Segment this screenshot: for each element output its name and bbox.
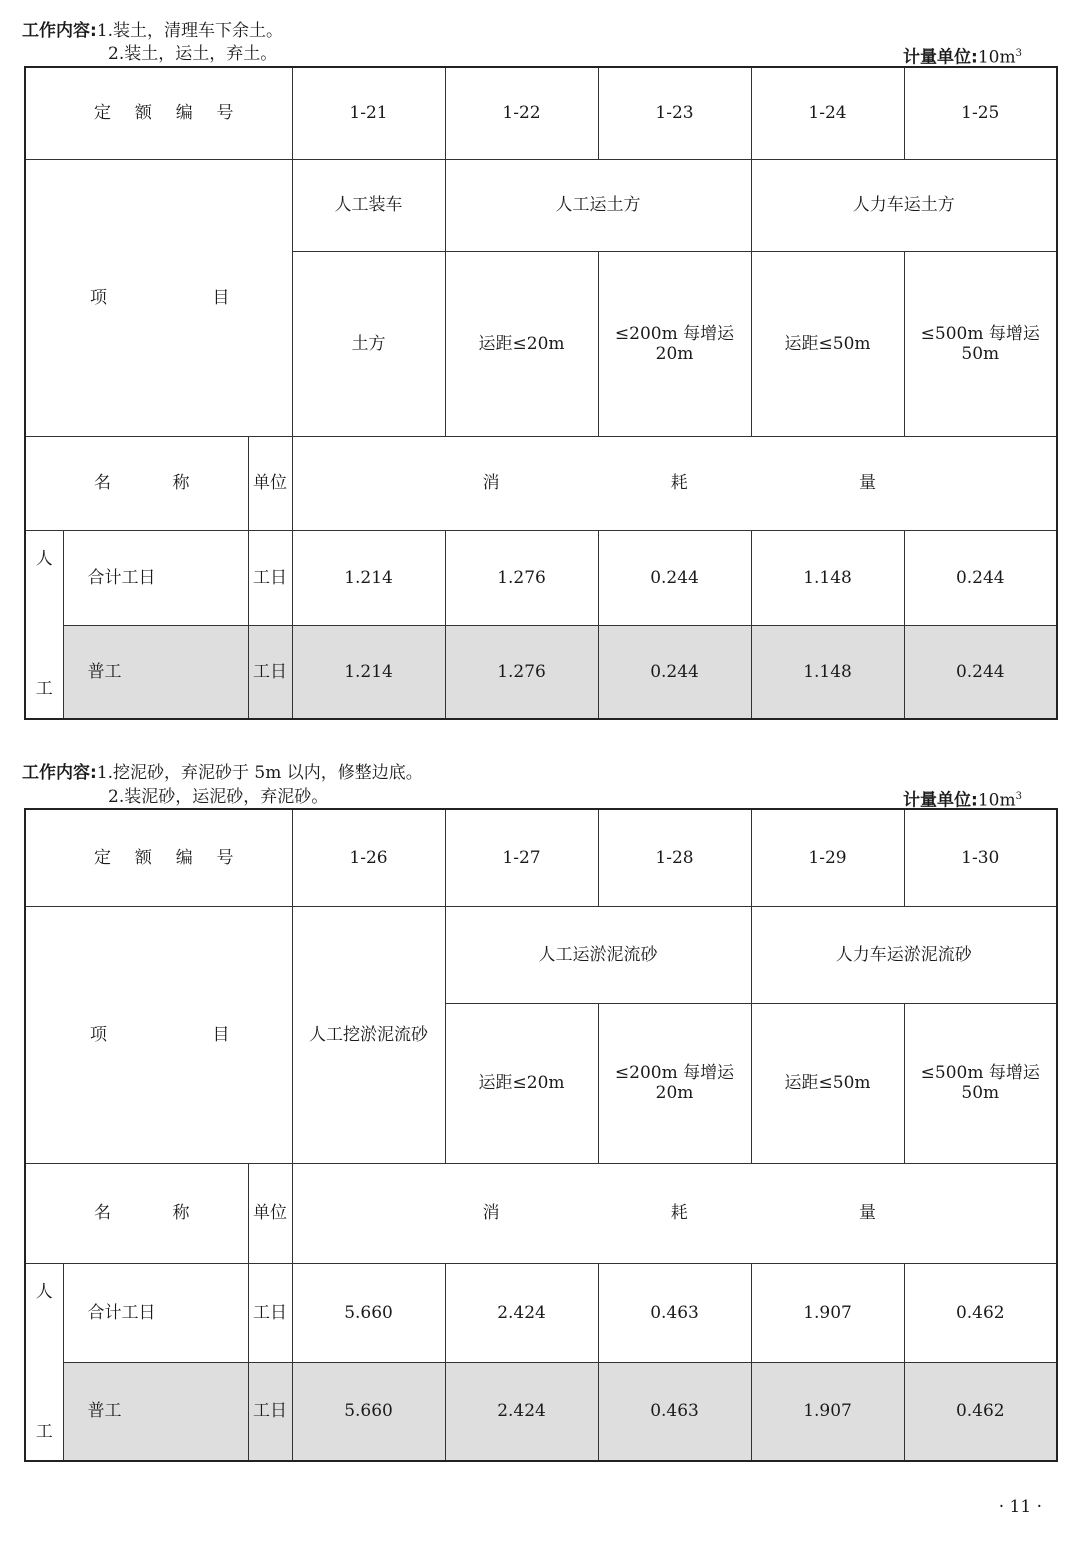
work-item: 1.挖泥砂，弃泥砂于 5m 以内，修整边底。 <box>96 763 423 783</box>
sub-header: 土方 <box>292 251 445 436</box>
value-cell: 0.244 <box>904 625 1057 719</box>
code-cell: 1-29 <box>751 809 904 906</box>
quota-table-2 <box>24 808 1058 1462</box>
code-cell: 1-21 <box>292 67 445 159</box>
measurement-unit: 计量单位$:10m^3$ <box>903 790 1022 811</box>
value-cell: 1.907 <box>751 1362 904 1461</box>
quota-table-1 <box>24 66 1058 720</box>
group-header: 人力车运淤泥流砂 <box>751 906 1057 1003</box>
group-row <box>25 906 1057 1003</box>
work-content-label: 工作内容 <box>22 21 90 41</box>
work-content-line-1: 工作内容:1.挖泥砂，弃泥砂于 5m 以内，修整边底。 <box>22 763 423 783</box>
value-cell: 0.244 <box>904 530 1057 625</box>
sub-header: ≤200m 每增运 20m <box>598 1003 751 1163</box>
sub-header: 运距≤20m <box>445 251 598 436</box>
code-cell: 1-23 <box>598 67 751 159</box>
work-content-label: 工作内容 <box>22 763 90 783</box>
sub-header: ≤500m 每增运 50m <box>904 251 1057 436</box>
row-unit: 工日 <box>248 625 292 719</box>
work-item: 1.装土，清理车下余土。 <box>96 21 284 41</box>
table-row <box>25 625 1057 719</box>
code-cell: 1-30 <box>904 809 1057 906</box>
group-header: 人工运淤泥流砂 <box>445 906 751 1003</box>
value-cell: 1.148 <box>751 625 904 719</box>
code-cell: 1-22 <box>445 67 598 159</box>
group-header: 人工装车 <box>292 159 445 251</box>
labor-side-label: 人 工 <box>25 1263 63 1461</box>
code-cell: 1-24 <box>751 67 904 159</box>
row-name: 合计工日 <box>63 530 248 625</box>
sub-header: 运距≤50m <box>751 1003 904 1163</box>
group-row <box>25 159 1057 251</box>
value-cell: 5.660 <box>292 1362 445 1461</box>
page-number: · 11 · <box>998 1497 1042 1517</box>
row-unit: 工日 <box>248 1362 292 1461</box>
measurement-unit: 计量单位$:10m^3$ <box>903 47 1022 68</box>
unit-superscript: 3 <box>1015 791 1022 802</box>
table-row <box>25 1263 1057 1362</box>
code-cell: 1-25 <box>904 67 1057 159</box>
code-cell: 1-26 <box>292 809 445 906</box>
value-cell: 1.214 <box>292 625 445 719</box>
code-row <box>25 809 1057 906</box>
row-unit: 工日 <box>248 1263 292 1362</box>
value-cell: 1.276 <box>445 625 598 719</box>
name-row <box>25 436 1057 530</box>
group-header: 人工挖淤泥流砂 <box>292 906 445 1163</box>
item-header: 项 目 <box>25 159 292 436</box>
unit-label: 计量单位 <box>903 790 972 811</box>
sub-header: 运距≤20m <box>445 1003 598 1163</box>
sub-header: ≤500m 每增运 50m <box>904 1003 1057 1163</box>
value-cell: 1.214 <box>292 530 445 625</box>
value-cell: 1.148 <box>751 530 904 625</box>
work-content-line-2 <box>108 43 277 65</box>
value-cell: 0.244 <box>598 530 751 625</box>
value-cell: 1.276 <box>445 530 598 625</box>
item-header: 项 目 <box>25 906 292 1163</box>
unit-superscript: 3 <box>1015 48 1022 59</box>
value-cell: 0.463 <box>598 1263 751 1362</box>
sub-header: 运距≤50m <box>751 251 904 436</box>
name-header: 名 称 <box>25 436 248 530</box>
work-item: 2.装泥砂，运泥砂，弃泥砂。 <box>108 787 329 807</box>
consume-header: 消 耗 量 <box>292 436 1057 530</box>
unit-header: 单位 <box>248 436 292 530</box>
group-header: 人力车运土方 <box>751 159 1057 251</box>
row-name: 普工 <box>63 625 248 719</box>
value-cell: 0.462 <box>904 1263 1057 1362</box>
unit-label: 计量单位 <box>903 47 972 68</box>
work-item: 2.装土，运土，弃土。 <box>108 44 278 64</box>
unit-value: 10m <box>977 47 1016 68</box>
labor-side-label: 人 工 <box>25 530 63 719</box>
value-cell: 0.463 <box>598 1362 751 1461</box>
value-cell: 2.424 <box>445 1362 598 1461</box>
value-cell: 0.244 <box>598 625 751 719</box>
code-cell: 1-27 <box>445 809 598 906</box>
value-cell: 5.660 <box>292 1263 445 1362</box>
unit-value: 10m <box>977 790 1016 811</box>
value-cell: 2.424 <box>445 1263 598 1362</box>
row-name: 合计工日 <box>63 1263 248 1362</box>
name-row <box>25 1163 1057 1263</box>
consume-header: 消 耗 量 <box>292 1163 1057 1263</box>
work-content-line-2 <box>108 786 328 808</box>
value-cell: 0.462 <box>904 1362 1057 1461</box>
name-header: 名 称 <box>25 1163 248 1263</box>
table-row <box>25 1362 1057 1461</box>
code-header: 定 额 编 号 <box>25 809 292 906</box>
sub-header: ≤200m 每增运 20m <box>598 251 751 436</box>
code-row <box>25 67 1057 159</box>
row-name: 普工 <box>63 1362 248 1461</box>
unit-header: 单位 <box>248 1163 292 1263</box>
group-header: 人工运土方 <box>445 159 751 251</box>
table-row <box>25 530 1057 625</box>
value-cell: 1.907 <box>751 1263 904 1362</box>
row-unit: 工日 <box>248 530 292 625</box>
work-content-line-1: 工作内容:1.装土，清理车下余土。 <box>22 21 284 41</box>
code-header: 定 额 编 号 <box>25 67 292 159</box>
code-cell: 1-28 <box>598 809 751 906</box>
